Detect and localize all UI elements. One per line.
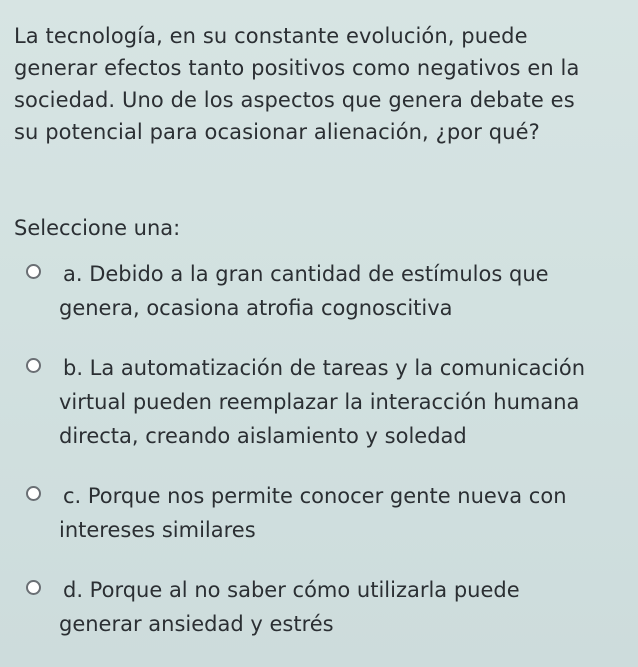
option-c-text-first: [63, 479, 633, 513]
radio-button-a[interactable]: [26, 264, 41, 279]
option-b-text-first: [63, 351, 633, 385]
option-c-line: intereses similares: [59, 518, 256, 542]
radio-button-b[interactable]: [26, 358, 41, 373]
question-line: generar efectos tanto positivos como negativos en la: [14, 56, 580, 80]
option-c-line: c. Porque nos permite conocer gente nueva con: [63, 484, 567, 508]
option-b-line: directa, creando aislamiento y soledad: [59, 424, 467, 448]
option-d[interactable]: [26, 573, 630, 641]
option-a-line: genera, ocasiona atrofia cognoscitiva: [59, 296, 453, 320]
option-a-text-rest: [59, 291, 629, 325]
radio-button-d[interactable]: [26, 580, 41, 595]
option-c-text-rest: [59, 513, 629, 547]
option-d-line: d. Porque al no saber cómo utilizarla puede: [63, 578, 520, 602]
option-b-text-rest: [59, 385, 629, 453]
option-a-line: a. Debido a la gran cantidad de estímulos que: [63, 262, 549, 286]
question-line: su potencial para ocasionar alienación, ¿por qué?: [14, 120, 540, 144]
radio-button-c[interactable]: [26, 486, 41, 501]
question-line: La tecnología, en su constante evolución, puede: [14, 24, 528, 48]
question-line: sociedad. Uno de los aspectos que genera debate es: [14, 88, 575, 112]
select-one-prompt: Seleccione una:: [14, 216, 181, 240]
option-a[interactable]: [26, 257, 630, 325]
option-d-line: generar ansiedad y estrés: [59, 612, 334, 636]
option-d-text-first: [63, 573, 633, 607]
option-b[interactable]: [26, 351, 630, 453]
option-c[interactable]: [26, 479, 630, 547]
option-d-text-rest: [59, 607, 629, 641]
option-b-line: b. La automatización de tareas y la comunicación: [63, 356, 586, 380]
option-b-line: virtual pueden reemplazar la interacción humana: [59, 390, 580, 414]
option-a-text-first: [63, 257, 633, 291]
